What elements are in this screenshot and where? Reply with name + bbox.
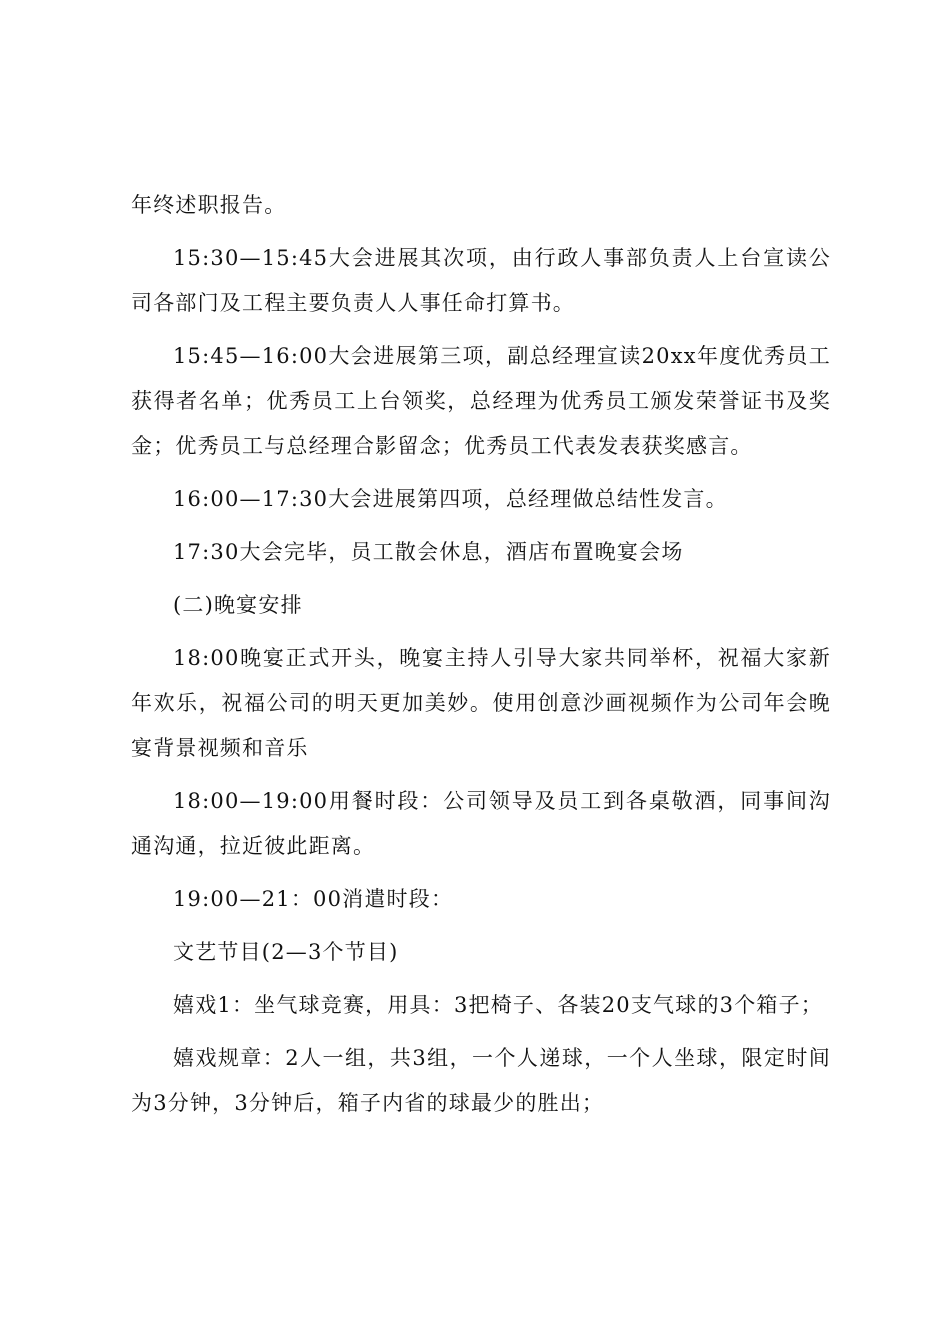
paragraph-3: 15:45—16:00大会进展第三项，副总经理宣读20xx年度优秀员工获得者名单；优秀员工上台领奖，总经理为优秀员工颁发荣誉证书及奖金；优秀员工与总经理合影留念；优秀员工代表发表获奖感言。	[131, 344, 831, 458]
paragraph-11: 嬉戏1：坐气球竞赛，用具：3把椅子、各装20支气球的3个箱子；	[173, 993, 824, 1017]
paragraph-2: 15:30—15:45大会进展其次项，由行政人事部负责人上台宣读公司各部门及工程主要负责人人事任命打算书。	[131, 246, 831, 315]
paragraph-8: 18:00—19:00用餐时段：公司领导及员工到各桌敬酒，同事间沟通沟通，拉近彼此距离。	[131, 789, 831, 858]
paragraph-7: 18:00晚宴正式开头，晚宴主持人引导大家共同举杯，祝福大家新年欢乐，祝福公司的明天更加美妙。使用创意沙画视频作为公司年会晚宴背景视频和音乐	[131, 646, 831, 760]
paragraph-10: 文艺节目(2—3个节目)	[173, 940, 399, 964]
paragraph-12: 嬉戏规章：2人一组，共3组，一个人递球，一个人坐球，限定时间为3分钟，3分钟后，箱子内省的球最少的胜出；	[131, 1046, 831, 1115]
section-heading-banquet: (二)晚宴安排	[173, 593, 303, 617]
document-body	[131, 183, 831, 1134]
paragraph-1: 年终述职报告。	[131, 193, 287, 217]
paragraph-5: 17:30大会完毕，员工散会休息，酒店布置晚宴会场	[173, 540, 684, 564]
paragraph-9: 19:00—21：00消遣时段：	[173, 887, 454, 911]
paragraph-4: 16:00—17:30大会进展第四项，总经理做总结性发言。	[173, 487, 728, 511]
